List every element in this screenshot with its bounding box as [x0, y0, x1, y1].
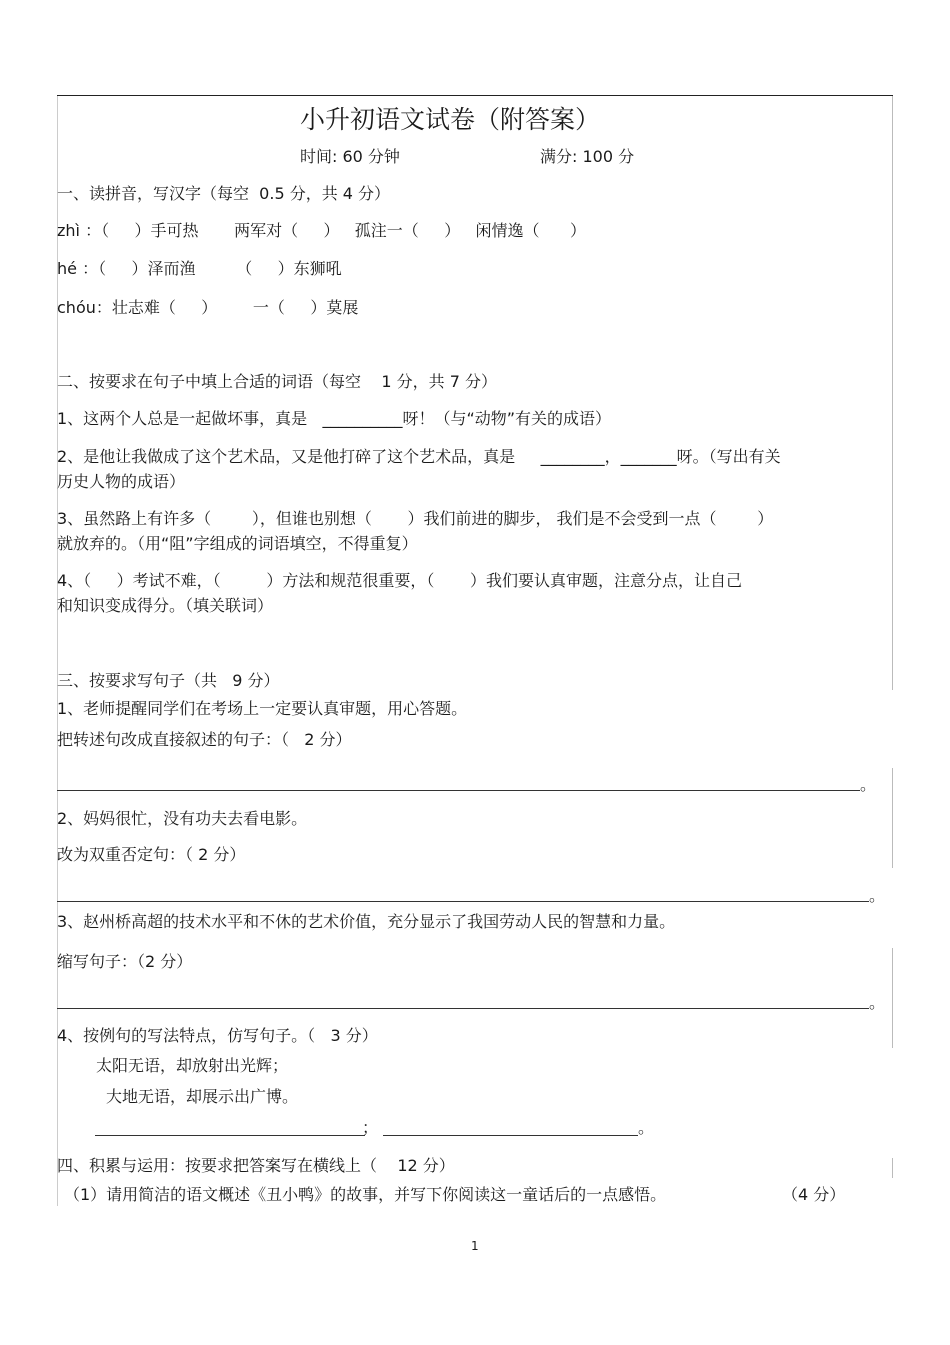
- s4-question-1: （1）请用简洁的语文概述《丑小鸭》的故事，并写下你阅读这一童话后的一点感悟。: [64, 1185, 667, 1204]
- pinyin-row-zhi: zhì ：（ ）手可热 两军对（ ） 孤注一（ ） 闲情逸（ ）: [57, 221, 586, 240]
- right-border-2: [892, 768, 893, 868]
- imitation-line-2[interactable]: [383, 1135, 638, 1136]
- imitation-line-1[interactable]: [95, 1135, 365, 1136]
- s2-question-3-line-2: 就放弃的。（用“阻”字组成的词语填空，不得重复）: [57, 534, 418, 553]
- answer-line-2[interactable]: [57, 901, 869, 902]
- s3-question-2-task: 改为双重否定句：（ 2 分）: [57, 845, 246, 864]
- s2-question-4-line-1: 4、（ ）考试不难，（ ）方法和规范很重要，（ ）我们要认真审题，注意分点，让自己: [57, 571, 742, 590]
- s3-question-3-task: 缩写句子：（2 分）: [57, 952, 193, 971]
- answer-line-1[interactable]: [57, 790, 860, 791]
- s2-question-1: 1、这两个人总是一起做坏事，真是 __________呀！（与“动物”有关的成语）: [57, 409, 612, 428]
- right-border-1: [892, 96, 893, 690]
- answer-line-2-period: 。: [869, 886, 886, 905]
- page-number: 1: [471, 1239, 479, 1253]
- section-3-heading: 三、按要求写句子（共 9 分）: [57, 671, 280, 690]
- s2-question-3-line-1: 3、虽然路上有许多（ ），但谁也别想（ ）我们前进的脚步， 我们是不会受到一点（ ）: [57, 509, 774, 528]
- section-2-heading: 二、按要求在句子中填上合适的词语（每空 1 分，共 7 分）: [57, 372, 497, 391]
- pinyin-row-he: hé ：（ ）泽而渔 （ ）东狮吼: [57, 259, 342, 278]
- s3-question-4: 4、按例句的写法特点，仿写句子。（ 3 分）: [57, 1026, 378, 1045]
- imitation-period: 。: [638, 1118, 655, 1137]
- example-sentence-1: 太阳无语，却放射出光辉；: [96, 1056, 289, 1075]
- s3-question-2: 2、妈妈很忙，没有功夫去看电影。: [57, 809, 308, 828]
- section-4-heading: 四、积累与运用：按要求把答案写在横线上（ 12 分）: [57, 1156, 455, 1175]
- section-1-heading: 一、读拼音，写汉字（每空 0.5 分，共 4 分）: [57, 184, 391, 203]
- exam-time: 时间: 60 分钟: [300, 147, 400, 166]
- imitation-semicolon: ；: [362, 1118, 379, 1137]
- exam-score: 满分: 100 分: [540, 147, 635, 166]
- answer-line-3-period: 。: [869, 993, 886, 1012]
- s2-question-4-line-2: 和知识变成得分。（填关联词）: [57, 596, 274, 615]
- s3-question-3: 3、赵州桥高超的技术水平和不休的艺术价值，充分显示了我国劳动人民的智慧和力量。: [57, 912, 676, 931]
- pinyin-row-chou: chóu：壮志难（ ） 一（ ）莫展: [57, 298, 359, 317]
- answer-line-3[interactable]: [57, 1008, 869, 1009]
- answer-line-1-period: 。: [860, 775, 877, 794]
- right-border-3: [892, 948, 893, 1048]
- example-sentence-2: 大地无语，却展示出广博。: [106, 1087, 299, 1106]
- page-title: 小升初语文试卷（附答案）: [300, 105, 601, 134]
- s3-question-1-task: 把转述句改成直接叙述的句子：（ 2 分）: [57, 730, 352, 749]
- s4-question-1-score: （4 分）: [782, 1185, 846, 1204]
- s3-question-1: 1、老师提醒同学们在考场上一定要认真审题，用心答题。: [57, 699, 468, 718]
- right-border-4: [892, 1158, 893, 1178]
- s2-question-2-line-1: 2、是他让我做成了这个艺术品，又是他打碎了这个艺术品，真是 ________，_______呀。（写出有关: [57, 447, 781, 466]
- s2-question-2-line-2: 历史人物的成语）: [57, 472, 186, 491]
- top-rule: [57, 95, 893, 96]
